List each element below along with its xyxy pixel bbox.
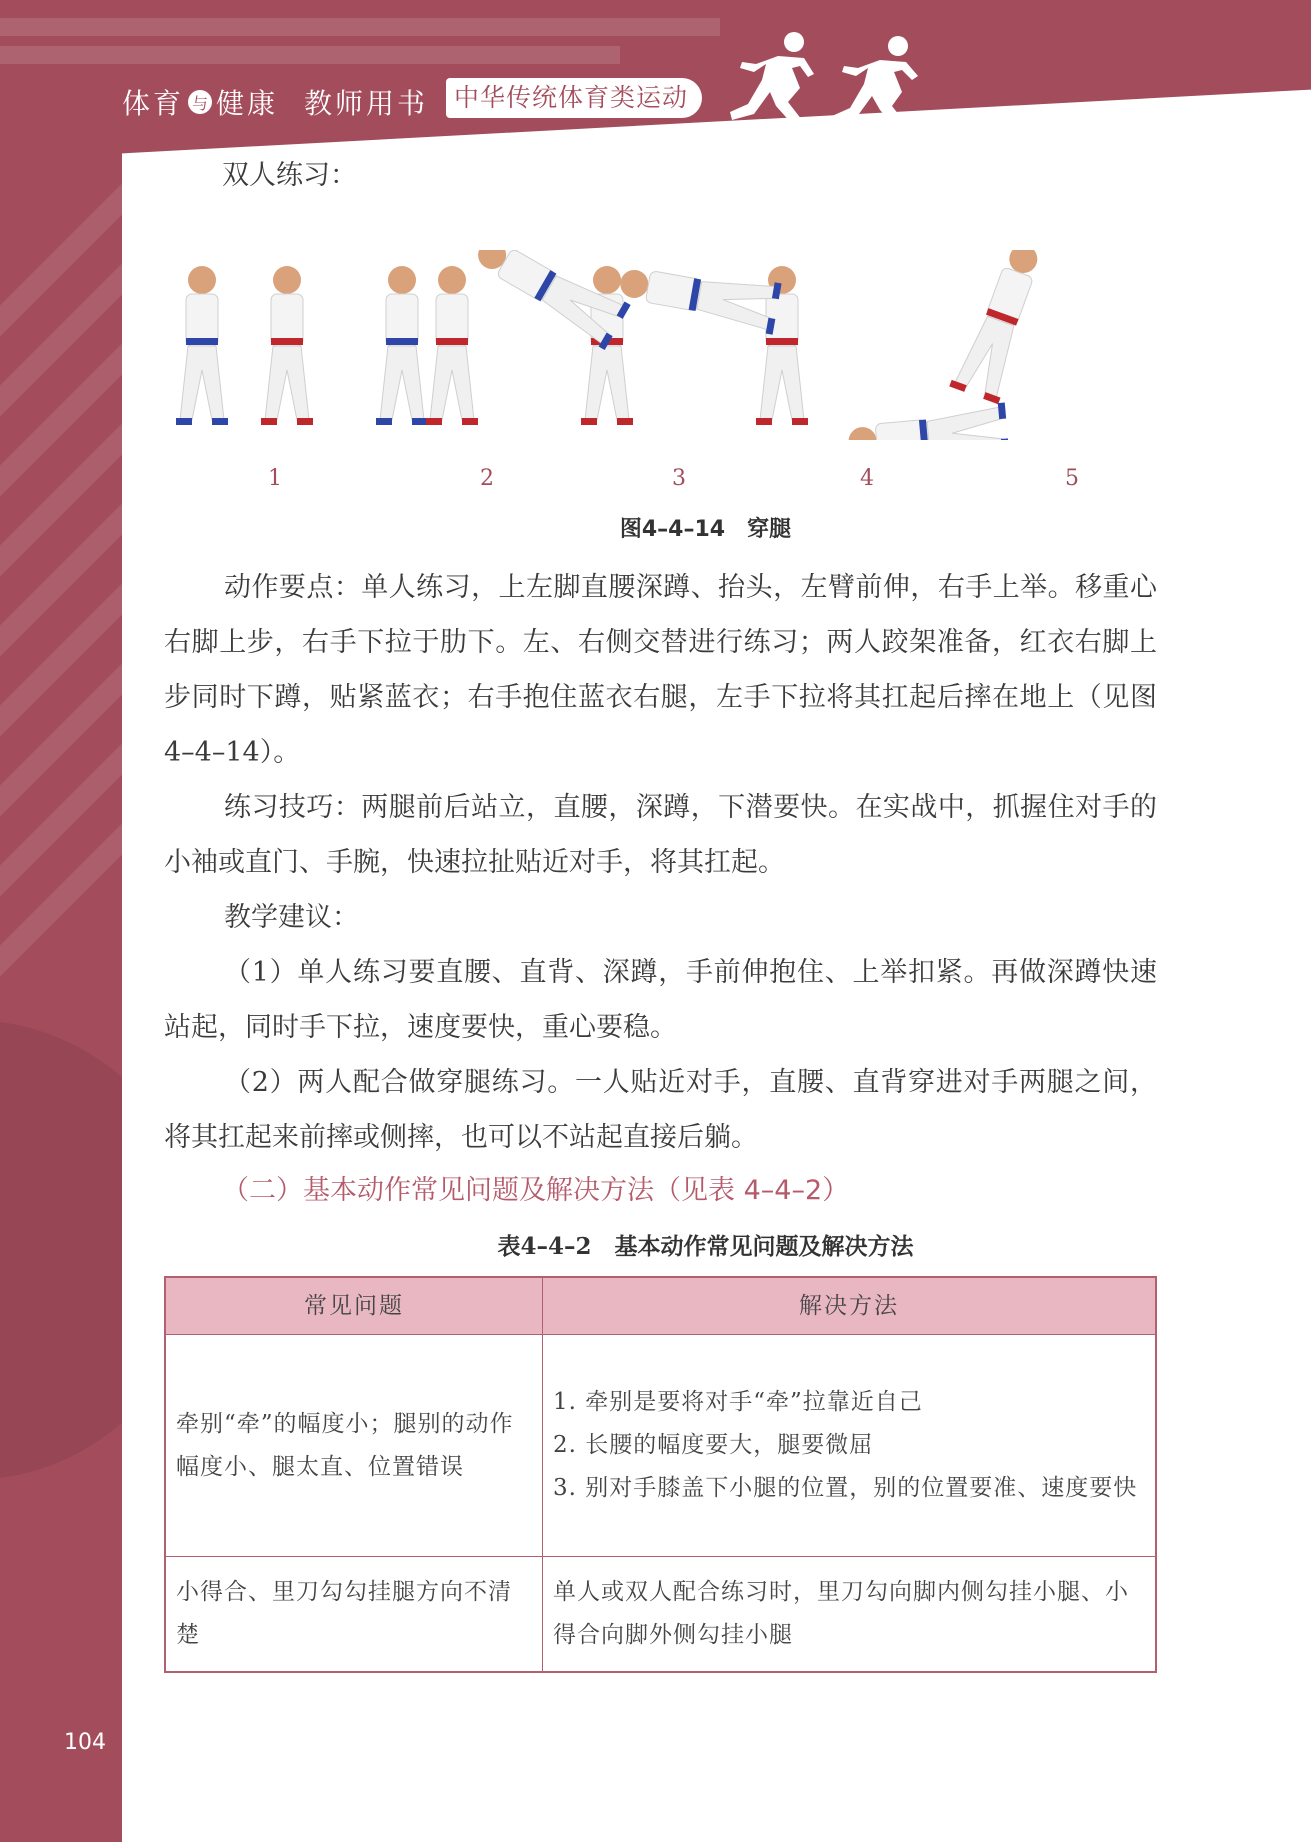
paragraph-action-points: 动作要点：单人练习，上左脚直腰深蹲、抬头，左臂前伸，右手上举。移重心右脚上步，右手下拉于肋下。左、右侧交替进行练习；两人跤架准备，红衣右脚上步同时下蹲，贴紧蓝衣；右手抱住蓝衣右腿，左手下拉将其扛起后摔在地上（见图 4–4–14）。 [164,572,1157,768]
table-caption: 表4–4–2 基本动作常见问题及解决方法 [497,1233,914,1260]
solution-cell: 单人或双人配合练习时，里刀勾向脚内侧勾挂小腿、小得合向脚外侧勾挂小腿 [543,1557,1157,1673]
book-title-right: 健康 [216,87,279,120]
book-subtitle: 教师用书 [304,87,429,120]
book-title-left: 体育 [122,87,185,120]
runner-icon [808,34,928,144]
title-and-mark: 与 [188,90,212,114]
issues-table [164,1276,1157,1673]
paragraph-suggestion-1: （1）单人练习要直腰、直背、深蹲，手前伸抱住、上举扣紧。再做深蹲快速站起，同时手下拉，速度要快，重心要稳。 [164,957,1157,1043]
section-heading: （二）基本动作常见问题及解决方法（见表 4–4–2） [222,1175,850,1206]
photo-frame-1 [176,266,228,425]
step-label: 3 [672,466,686,491]
side-decorative-band [0,0,122,1842]
step-label: 1 [268,466,282,491]
table-row [165,1335,1156,1557]
paragraph-technique-tips: 练习技巧：两腿前后站立，直腰，深蹲，下潜要快。在实战中，抓握住对手的小袖或直门、手腕，快速拉扯贴近对手，将其扛起。 [164,792,1157,878]
solution-item: 3. 别对手膝盖下小腿的位置，别的位置要准、速度要快 [553,1475,1138,1501]
problem-cell: 小得合、里刀勾勾挂腿方向不清楚 [165,1557,543,1673]
step-label: 5 [1065,466,1079,491]
column-header-problem: 常见问题 [165,1277,543,1335]
photo-frame-5 [949,250,1052,404]
paragraph-teaching-suggestions: 教学建议： [224,902,359,933]
problem-cell: 牵别“牵”的幅度小；腿别的动作幅度小、腿太直、位置错误 [165,1335,543,1557]
photo-frame-2 [376,266,428,425]
book-title [122,82,428,122]
page-number: 104 [64,1730,106,1755]
solution-cell [543,1335,1157,1557]
table-header-row [165,1277,1156,1335]
chapter-tag: 中华传统体育类运动 [446,78,702,118]
solution-item: 1. 牵别是要将对手“牵”拉靠近自己 [553,1389,923,1415]
figure-caption: 图4–4–14 穿腿 [619,517,792,542]
body-text [164,560,1157,1165]
step-label: 2 [480,466,494,491]
table-row [165,1557,1156,1673]
solution-item: 2. 长腰的幅度要大，腿要微屈 [553,1432,874,1458]
technique-photo-sequence [152,250,1174,440]
paragraph-suggestion-2: （2）两人配合做穿腿练习。一人贴近对手，直腰、直背穿进对手两腿之间，将其扛起来前摔或侧摔，也可以不站起直接后躺。 [164,1067,1157,1153]
figure-step-labels [0,466,1311,496]
practice-subheading: 双人练习： [222,160,357,191]
column-header-solution: 解决方法 [543,1277,1157,1335]
step-label: 4 [860,466,874,491]
